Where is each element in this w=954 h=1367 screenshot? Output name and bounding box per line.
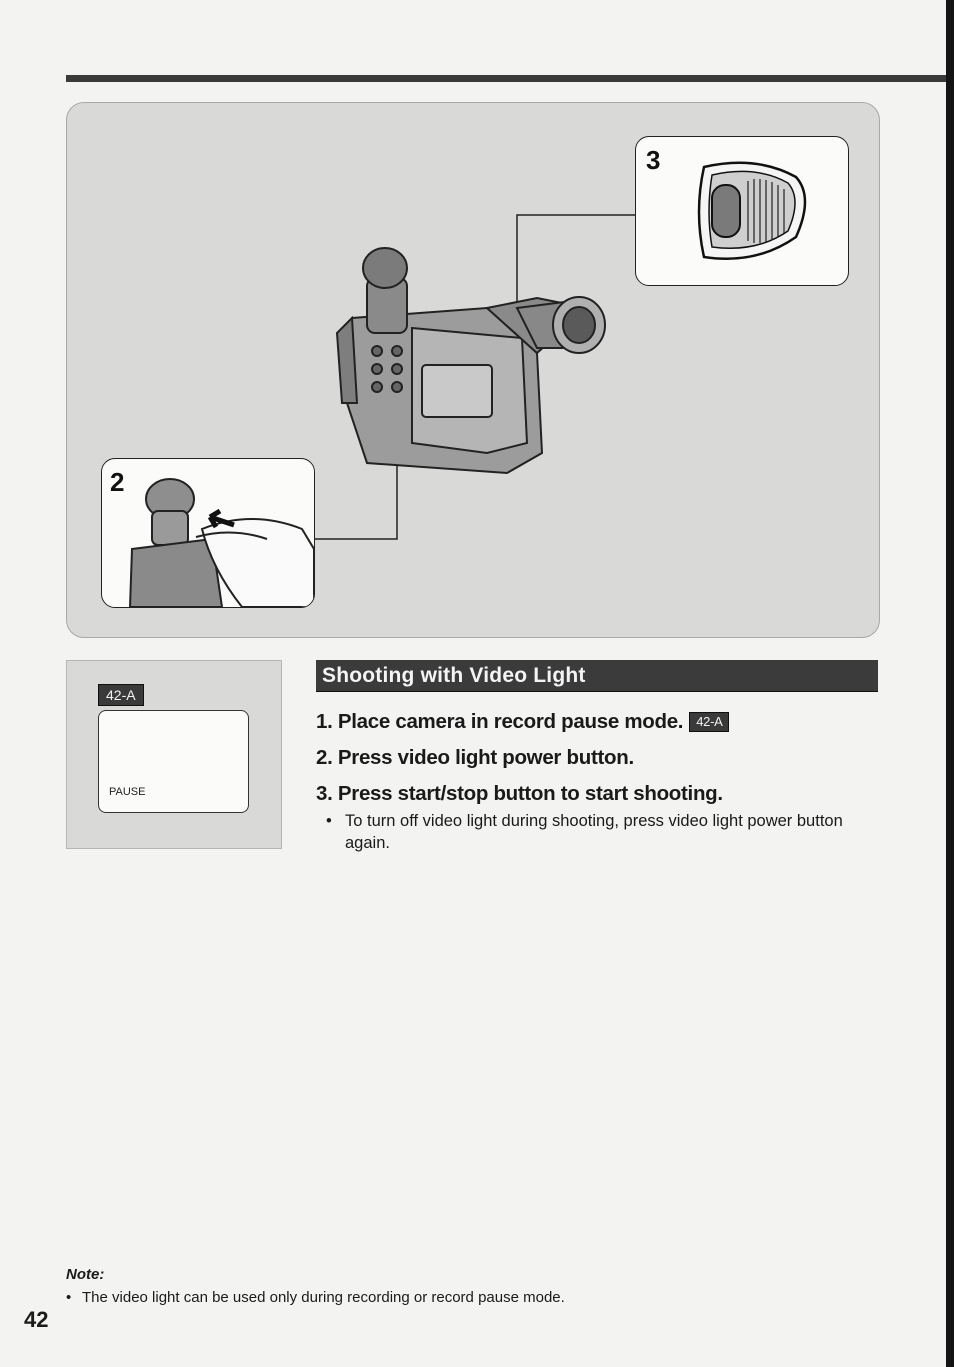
inset-video-light-button <box>101 458 315 608</box>
page-edge-shadow <box>946 0 954 1367</box>
page-number: 42 <box>24 1307 49 1332</box>
instruction-steps <box>316 708 876 854</box>
step-3-label: 3 <box>646 145 661 175</box>
step-2-label: 2 <box>110 467 125 497</box>
header-rule <box>66 75 946 82</box>
note-title: Note: <box>66 1266 105 1283</box>
note-item <box>66 1289 565 1306</box>
bullet-dot-icon: • <box>66 1289 72 1306</box>
step-2 <box>316 744 876 780</box>
section-title: Shooting with Video Light <box>322 664 586 687</box>
note-block <box>66 1266 565 1306</box>
step-2-text: 2. Press video light power button. <box>316 746 634 769</box>
viewfinder-display <box>98 710 249 813</box>
start-stop-button-icon <box>636 137 848 285</box>
step-3-text: 3. Press start/stop button to start shooting. <box>316 782 723 805</box>
section-heading-bar <box>316 660 878 692</box>
finger-press-icon <box>102 459 314 607</box>
display-status-text: PAUSE <box>109 786 146 798</box>
bullet-dot-icon: • <box>326 812 332 830</box>
inset-start-stop-button <box>635 136 849 286</box>
note-text: The video light can be used only during recording or record pause mode. <box>82 1289 565 1306</box>
camcorder-illustration-panel <box>66 102 880 638</box>
step-3-bullet <box>316 810 865 854</box>
step-3-bullet-text: To turn off video light during shooting, press video light power button again. <box>345 812 843 852</box>
step-1-tag: 42-A <box>689 712 729 732</box>
step-1-text: 1. Place camera in record pause mode. <box>316 710 684 733</box>
step-1 <box>316 708 876 744</box>
display-tag: 42-A <box>98 684 144 706</box>
display-example-panel <box>66 660 282 849</box>
